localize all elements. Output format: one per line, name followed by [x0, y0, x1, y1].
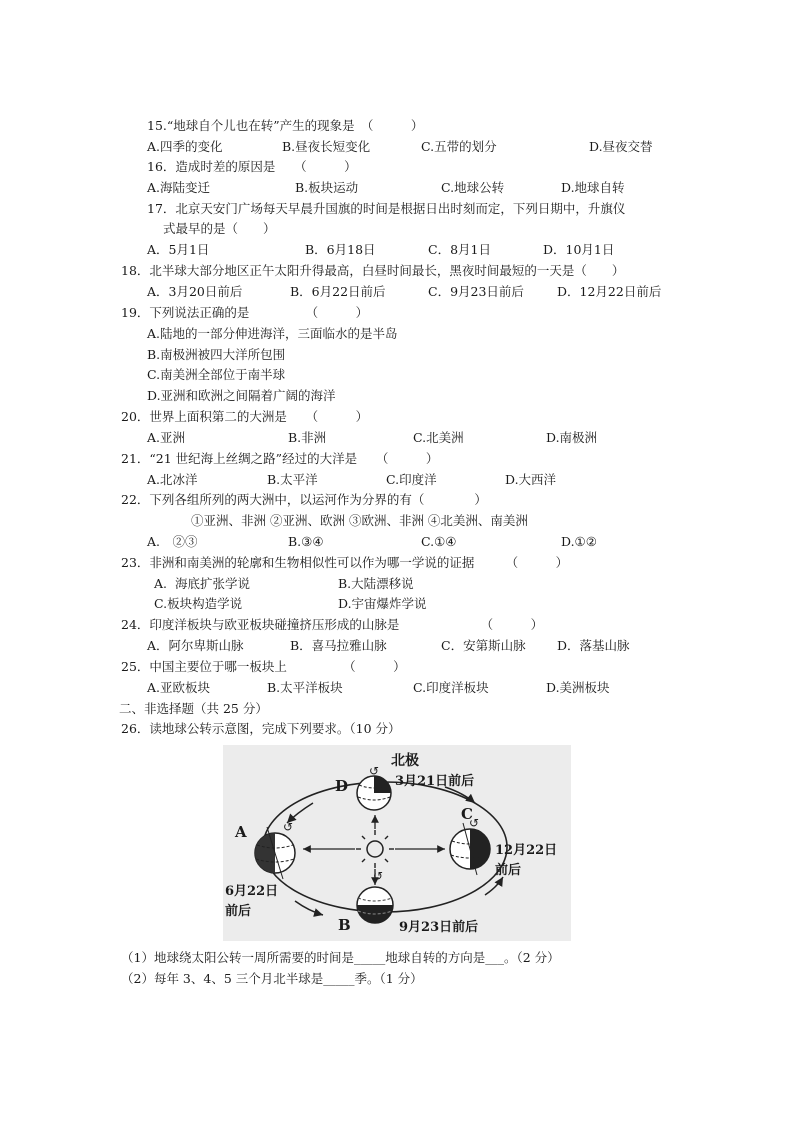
- q23-option-b: B.大陆漂移说: [338, 576, 414, 591]
- q21-option-d: D.大西洋: [505, 472, 557, 487]
- q19-option-c: C.南美洲全部位于南半球: [147, 367, 286, 382]
- q23-option-d: D.宇宙爆炸学说: [338, 596, 427, 611]
- q16-stem: 16．造成时差的原因是 （ ）: [147, 159, 357, 174]
- label-date-c-line1: 12月22日: [495, 843, 558, 858]
- q20-option-b: B.非洲: [288, 430, 327, 445]
- q22-option-a: A. ②③: [147, 534, 198, 549]
- q24-option-b: B．喜马拉雅山脉: [290, 638, 387, 653]
- q18-stem: 18．北半球大部分地区正午太阳升得最高，白昼时间最长，黑夜时间最短的一天是（ ）: [121, 263, 625, 278]
- label-date-c-line2: 前后: [495, 863, 522, 878]
- q19-option-b: B.南极洲被四大洋所包围: [147, 347, 286, 362]
- q23-option-a: A. 海底扩张学说: [154, 576, 250, 591]
- earth-b: [357, 887, 393, 923]
- q25-option-c: C.印度洋板块: [413, 680, 489, 695]
- label-date-a-line1: 6月22日: [225, 884, 279, 899]
- q15-option-b: B.昼夜长短变化: [282, 139, 371, 154]
- q21-stem: 21．“21 世纪海上丝绸之路”经过的大洋是 （ ）: [121, 451, 439, 466]
- label-date-d: 3月21日前后: [395, 774, 475, 789]
- earth-a: [255, 827, 295, 879]
- q19-option-a: A.陆地的一部分伸进海洋，三面临水的是半岛: [147, 326, 398, 341]
- q17-option-b: B．6月18日: [305, 242, 376, 257]
- q22-option-c: C.①④: [421, 534, 457, 549]
- q16-option-c: C.地球公转: [441, 180, 505, 195]
- q26-stem: 26．读地球公转示意图，完成下列要求。（10 分）: [121, 721, 401, 736]
- rotation-icon-d: ↺: [369, 764, 380, 778]
- rotation-icon-a: ↺: [283, 820, 294, 834]
- q17-stem-line1: 17．北京天安门广场每天早晨升国旗的时间是根据日出时刻而定，下列日期中，升旗仪: [147, 201, 626, 216]
- q26-sub1: （1）地球绕太阳公转一周所需要的时间是_____地球自转的方向是___。（2 分）: [121, 950, 560, 965]
- q22-stem: 22．下列各组所列的两大洲中，以运河作为分界的有（ ）: [121, 492, 487, 507]
- q17-option-a: A．5月1日: [147, 242, 210, 257]
- q22-sub: ①亚洲、非洲 ②亚洲、欧洲 ③欧洲、非洲 ④北美洲、南美洲: [191, 513, 528, 528]
- label-b: B: [338, 916, 351, 934]
- q19-stem: 19．下列说法正确的是 （ ）: [121, 305, 369, 320]
- earth-d: [357, 776, 391, 810]
- q15-option-d: D.昼夜交替: [589, 139, 653, 154]
- q25-option-d: D.美洲板块: [546, 680, 610, 695]
- q17-option-c: C．8月1日: [428, 242, 491, 257]
- earth-revolution-diagram: [223, 745, 571, 941]
- q22-option-d: D.①②: [561, 534, 597, 549]
- q25-option-b: B.太平洋板块: [267, 680, 343, 695]
- label-d: D: [335, 777, 349, 795]
- q18-option-b: B．6月22日前后: [290, 284, 386, 299]
- q21-option-b: B.太平洋: [267, 472, 318, 487]
- q19-option-d: D.亚洲和欧洲之间隔着广阔的海洋: [147, 388, 336, 403]
- q21-option-c: C.印度洋: [386, 472, 437, 487]
- q24-option-a: A．阿尔卑斯山脉: [147, 638, 244, 653]
- label-a: A: [235, 823, 247, 841]
- label-date-a-line2: 前后: [225, 904, 252, 919]
- q21-option-a: A.北冰洋: [147, 472, 198, 487]
- q24-option-c: C．安第斯山脉: [441, 638, 526, 653]
- q20-option-c: C.北美洲: [413, 430, 464, 445]
- q20-option-a: A.亚洲: [147, 430, 186, 445]
- earth-c: [450, 823, 490, 875]
- q24-option-d: D．落基山脉: [557, 638, 630, 653]
- rotation-icon-b: ↺: [373, 869, 384, 883]
- q16-option-d: D.地球自转: [561, 180, 625, 195]
- q16-option-a: A.海陆变迁: [147, 180, 211, 195]
- q17-option-d: D．10月1日: [543, 242, 615, 257]
- label-date-b: 9月23日前后: [399, 920, 479, 935]
- q25-stem: 25．中国主要位于哪一板块上 （ ）: [121, 659, 406, 674]
- q26-sub2: （2）每年 3、4、5 三个月北半球是_____季。（1 分）: [121, 971, 423, 986]
- q15-option-a: A.四季的变化: [147, 139, 223, 154]
- section-heading: 二、非选择题（共 25 分）: [119, 701, 268, 716]
- q15-stem: 15.“地球自个儿也在转”产生的现象是 （ ）: [147, 118, 424, 133]
- q23-stem: 23．非洲和南美洲的轮廓和生物相似性可以作为哪一学说的证据 （ ）: [121, 555, 569, 570]
- q16-option-b: B.板块运动: [295, 180, 359, 195]
- q24-stem: 24．印度洋板块与欧亚板块碰撞挤压形成的山脉是 （ ）: [121, 617, 544, 632]
- label-north-pole: 北极: [391, 753, 419, 769]
- q22-option-b: B.③④: [288, 534, 324, 549]
- q18-option-a: A．3月20日前后: [147, 284, 243, 299]
- q23-option-c: C.板块构造学说: [154, 596, 243, 611]
- q15-option-c: C.五带的划分: [421, 139, 497, 154]
- orbit-arrow-right: [485, 877, 503, 895]
- orbit-arrow-bottom: [295, 901, 323, 915]
- rotation-icon-c: ↺: [469, 816, 480, 830]
- q18-option-c: C．9月23日前后: [428, 284, 524, 299]
- q18-option-d: D．12月22日前后: [557, 284, 662, 299]
- q25-option-a: A.亚欧板块: [147, 680, 211, 695]
- q17-stem-line2: 式最早的是（ ）: [163, 221, 276, 236]
- label-c: C: [461, 805, 473, 823]
- q20-option-d: D.南极洲: [546, 430, 598, 445]
- q20-stem: 20．世界上面积第二的大洲是 （ ）: [121, 409, 369, 424]
- sun-icon: [356, 830, 394, 868]
